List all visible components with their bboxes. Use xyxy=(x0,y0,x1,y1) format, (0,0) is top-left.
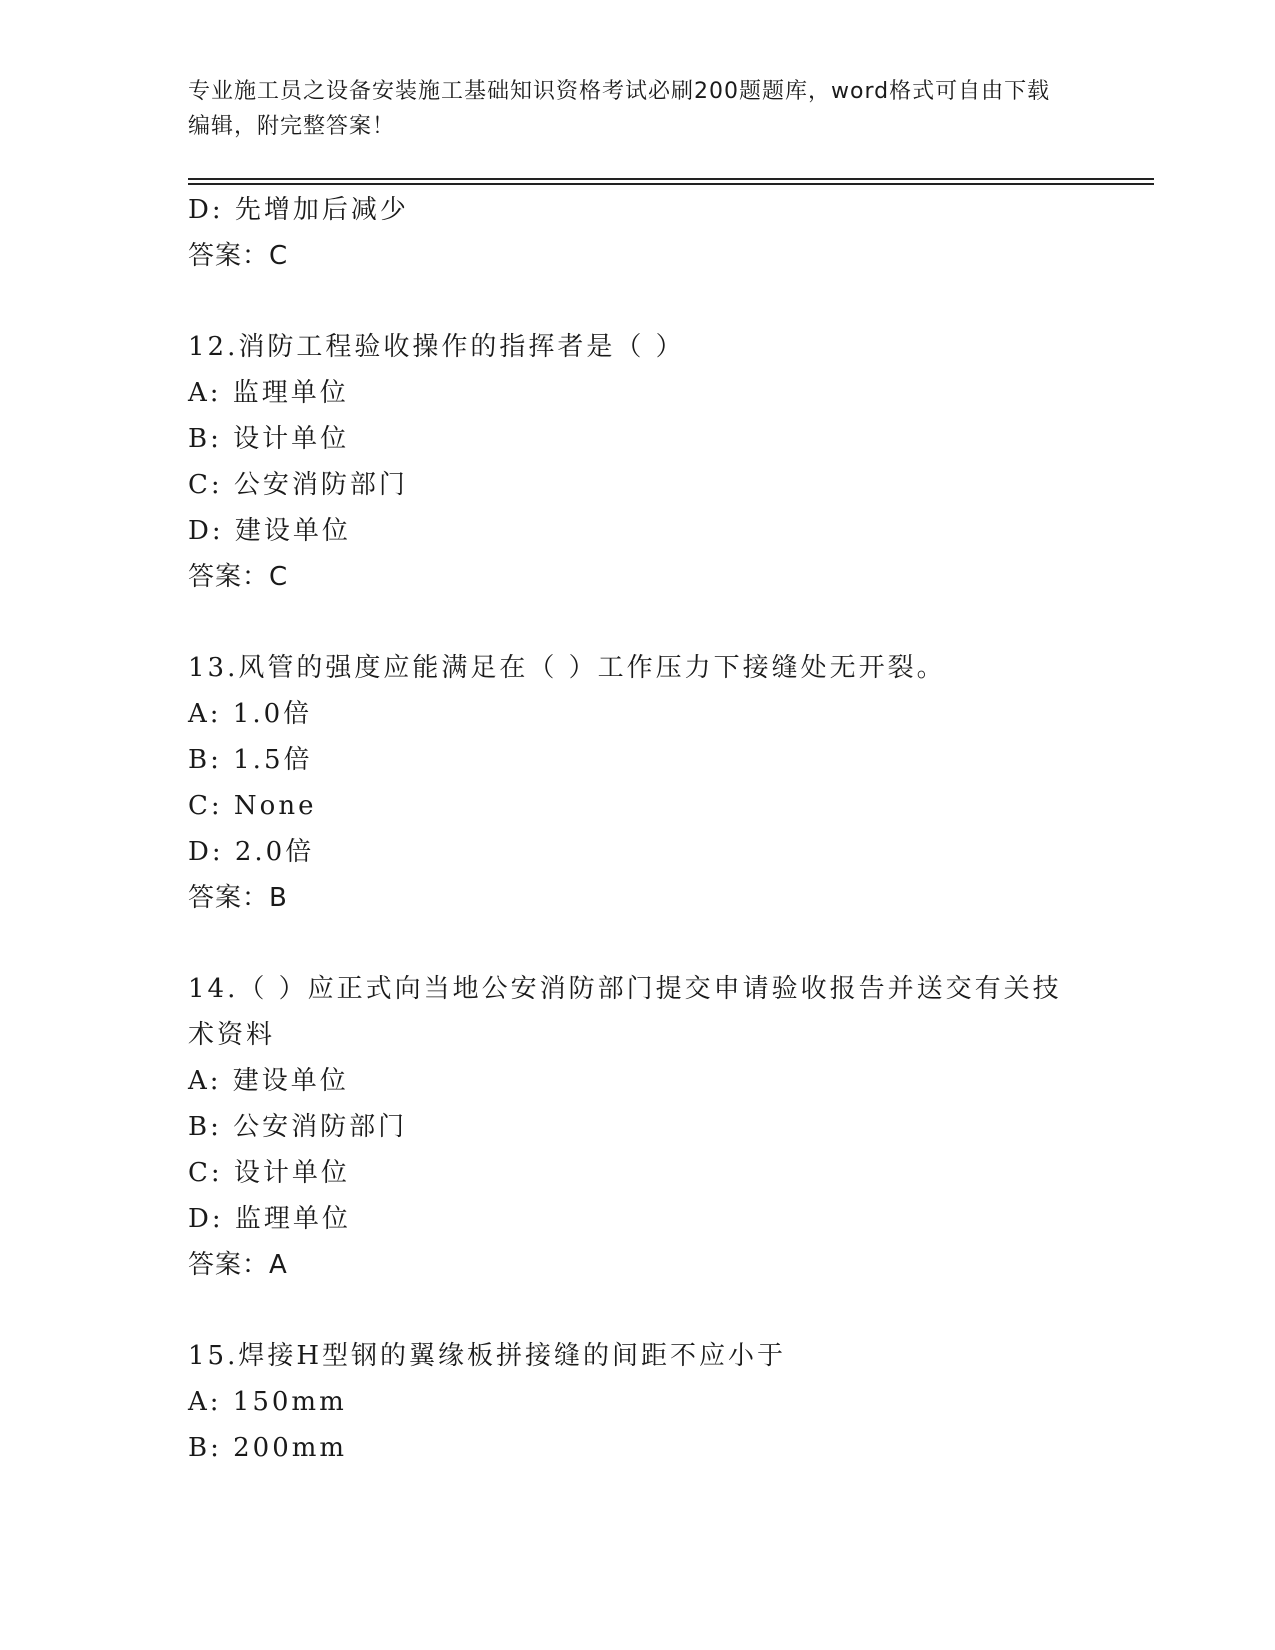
question-block-14 xyxy=(188,966,1088,1288)
spacer xyxy=(188,921,1088,966)
option-d: D: 监理单位 xyxy=(188,1204,351,1234)
question-stem: 12.消防工程验收操作的指挥者是（ ） xyxy=(188,332,685,362)
option-c: C: 设计单位 xyxy=(188,1158,350,1188)
question-list xyxy=(188,187,1088,1471)
document-header: 专业施工员之设备安装施工基础知识资格考试必刷200题题库，word格式可自由下载编辑，附完整答案！ xyxy=(188,79,1051,139)
carry-over-option-d: D: 先增加后减少 xyxy=(188,195,409,225)
option-c: C: None xyxy=(188,791,317,821)
question-stem: 13.风管的强度应能满足在（ ）工作压力下接缝处无开裂。 xyxy=(188,653,946,683)
option-b: B: 公安消防部门 xyxy=(188,1112,408,1142)
option-a: A: 建设单位 xyxy=(188,1066,349,1096)
option-a: A: 1.0倍 xyxy=(188,699,313,729)
option-a: A: 监理单位 xyxy=(188,378,349,408)
question-stem: 14.（ ）应正式向当地公安消防部门提交申请验收报告并送交有关技术资料 xyxy=(188,974,1062,1050)
question-block-12 xyxy=(188,324,1088,600)
option-d: D: 2.0倍 xyxy=(188,837,315,867)
carry-over-answer: 答案：C xyxy=(188,241,289,271)
question-block-15 xyxy=(188,1333,1088,1471)
question-stem: 15.焊接H型钢的翼缘板拼接缝的间距不应小于 xyxy=(188,1341,787,1371)
question-answer: 答案：A xyxy=(188,1250,288,1280)
header-divider-top xyxy=(188,178,1154,180)
option-d: D: 建设单位 xyxy=(188,516,351,546)
spacer xyxy=(188,600,1088,645)
option-b: B: 设计单位 xyxy=(188,424,350,454)
option-a: A: 150mm xyxy=(188,1387,347,1417)
spacer xyxy=(188,1288,1088,1333)
option-c: C: 公安消防部门 xyxy=(188,470,408,500)
header-divider-bottom xyxy=(188,183,1154,185)
question-answer: 答案：B xyxy=(188,883,288,913)
option-b: B: 200mm xyxy=(188,1433,348,1463)
question-block-13 xyxy=(188,645,1088,921)
question-answer: 答案：C xyxy=(188,562,289,592)
spacer xyxy=(188,279,1088,324)
option-b: B: 1.5倍 xyxy=(188,745,313,775)
